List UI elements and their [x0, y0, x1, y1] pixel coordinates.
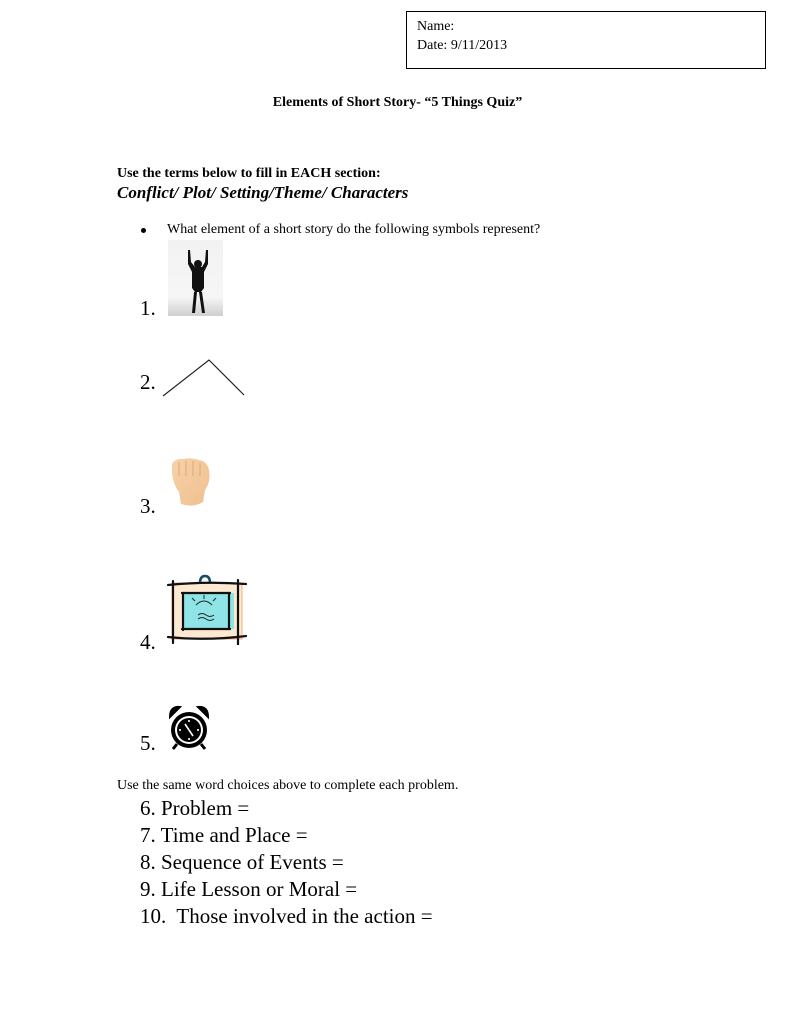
symbol-number-5: 5.	[140, 731, 156, 755]
second-instructions: Use the same word choices above to complete each problem.	[117, 778, 459, 793]
symbol-number-4: 4.	[140, 630, 156, 654]
problem-8: 8. Sequence of Events =	[140, 850, 344, 874]
bullet-icon	[141, 228, 146, 233]
instructions: Use the terms below to fill in EACH section:	[117, 166, 381, 181]
problem-9: 9. Life Lesson or Moral =	[140, 877, 358, 901]
plot-triangle-icon	[160, 358, 248, 398]
page-title: Elements of Short Story- “5 Things Quiz”	[272, 95, 523, 110]
date-label: Date: 9/11/2013	[417, 38, 508, 53]
alarm-clock-icon	[167, 703, 211, 751]
problem-10: 10. Those involved in the action =	[140, 904, 433, 928]
name-date-box	[406, 11, 766, 69]
framed-picture-icon	[166, 573, 248, 645]
bullet-question-text: What element of a short story do the following symbols represent?	[167, 222, 541, 237]
symbol-number-2: 2.	[140, 370, 156, 394]
person-arms-raised-icon	[168, 240, 223, 316]
symbol-number-3: 3.	[140, 494, 156, 518]
term-list: Conflict/ Plot/ Setting/Theme/ Characters	[117, 183, 409, 202]
bullet-question	[167, 222, 540, 238]
problem-7: 7. Time and Place =	[140, 823, 308, 847]
symbol-number-1: 1.	[140, 296, 156, 320]
problem-6: 6. Problem =	[140, 796, 250, 820]
fist-icon	[167, 456, 213, 508]
name-label: Name:	[417, 19, 455, 34]
